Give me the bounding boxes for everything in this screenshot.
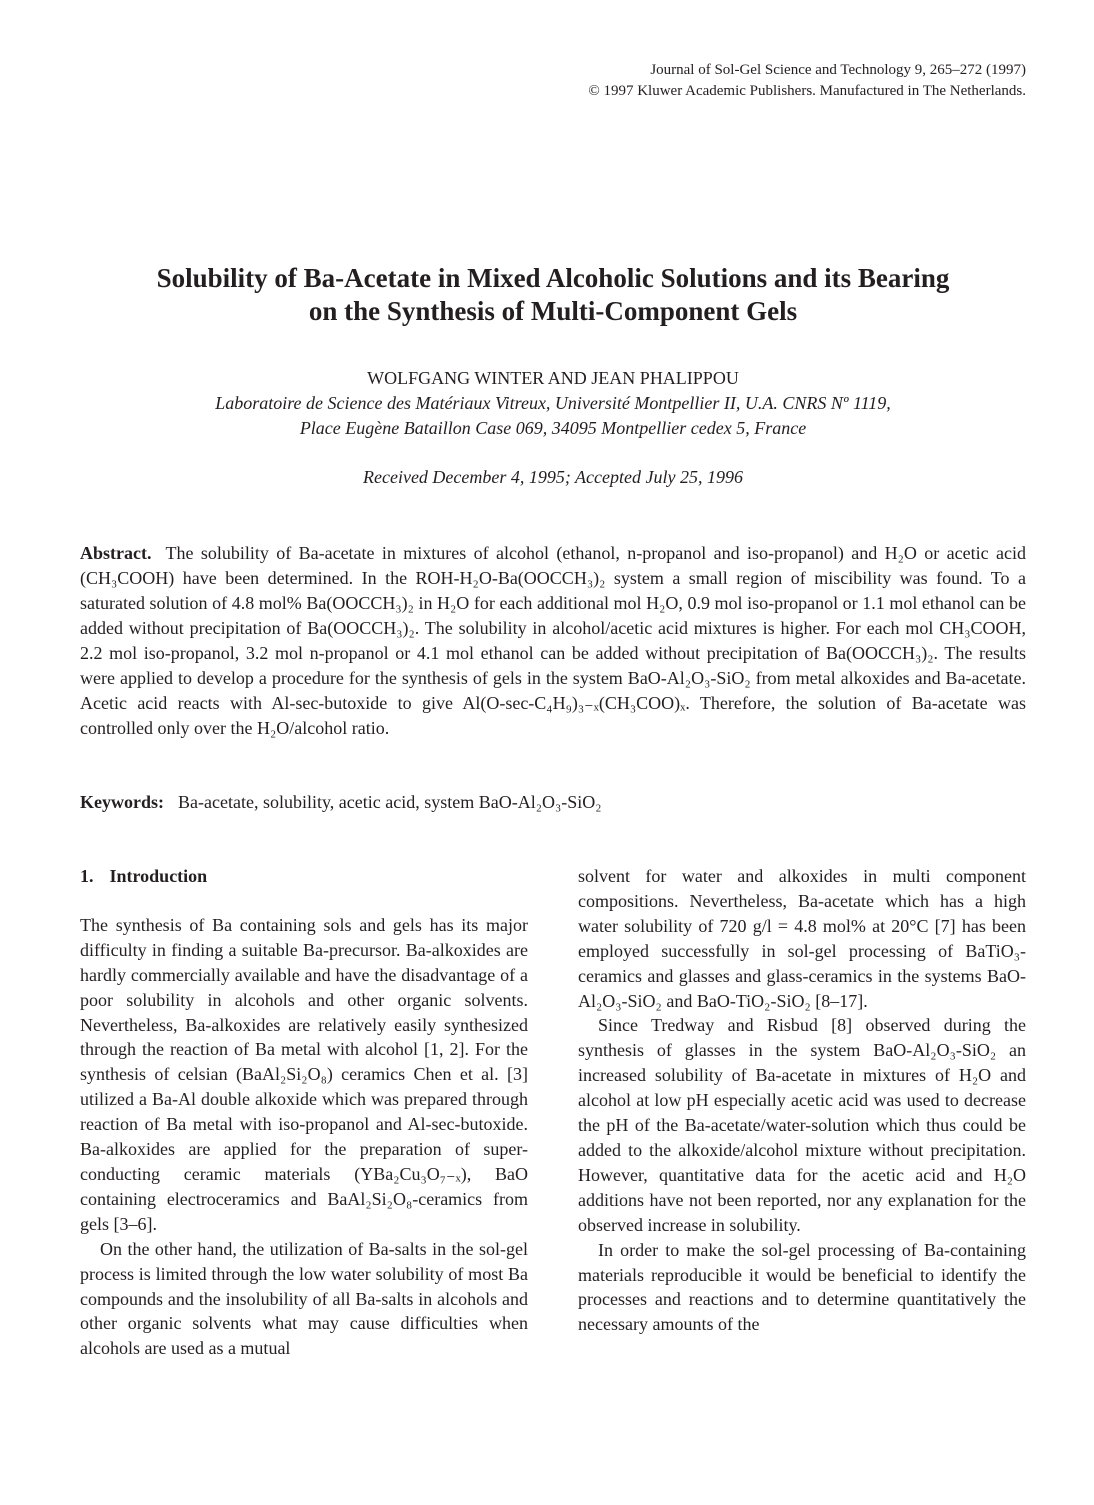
left-column [80,864,528,1361]
paper-title [80,262,1026,328]
section-title: Introduction [109,866,208,886]
intro-paragraph-3: solvent for water and alkoxides in multi component compositions. Nevertheless, Ba-acetate which has a high water solubility of 720 g/l = 4.8 mol% at 20°C [7] has been employed successfully in sol-gel processing of BaTiO₃-ceramics and glasses and glass-ceramics in the systems BaO-Al₂O₃-SiO₂ and BaO-TiO₂-SiO₂ [8–17]. [578,866,1026,1011]
affiliation [80,391,1026,441]
title-line-1: Solubility of Ba-Acetate in Mixed Alcoholic Solutions and its Bearing [156,263,950,293]
keywords [80,790,1026,814]
journal-header [588,60,1026,102]
abstract [80,541,1026,741]
intro-paragraph-5: In order to make the sol-gel processing of Ba-containing materials reproducible it would be beneficial to identify the processes and reactions and to determine quantitatively the necessary amounts of the [578,1239,1026,1335]
affiliation-line-1: Laboratoire de Science des Matériaux Vitreux, Université Montpellier II, U.A. CNRS Nº 1119, [215,393,891,413]
journal-citation: Journal of Sol-Gel Science and Technology 9, 265–272 (1997) [650,62,1026,78]
abstract-text: The solubility of Ba-acetate in mixtures of alcohol (ethanol, n-propanol and iso-propanol) and H₂O or acetic acid (CH₃COOH) have been determined. In the ROH-H₂O-Ba(OOCCH₃)₂ system a small region of miscibility was found. To a saturated solution of 4.8 mol% Ba(OOCCH₃)₂ in H₂O for each additional mol H₂O, 0.9 mol iso-propanol or 1.1 mol ethanol can be added without precipitation of Ba(OOCCH₃)₂. The solubility in alcohol/acetic acid mixtures is higher. For each mol CH₃COOH, 2.2 mol iso-propanol, 3.2 mol n-propanol or 4.1 mol ethanol can be added without precipitation of Ba(OOCCH₃)₂. The results were applied to develop a procedure for the synthesis of gels in the system BaO-Al₂O₃-SiO₂ from metal alkoxides and Ba-acetate. Acetic acid reacts with Al-sec-butoxide to give Al(O-sec-C₄H₉)₃₋ₓ(CH₃COO)ₓ. Therefore, the solution of Ba-acetate was controlled only over the H₂O/alcohol ratio. [80,543,1026,738]
intro-paragraph-2: On the other hand, the utilization of Ba-salts in the sol-gel process is limited through the low water solubility of most Ba compounds and the insolubility of all Ba-salts in alcohols and other organic solvents what may cause difficulties when alcohols are used as a mutual [80,1238,528,1359]
intro-paragraph-4: Since Tredway and Risbud [8] observed during the synthesis of glasses in the system BaO-Al₂O₃-SiO₂ an increased solubility of Ba-acetate in mixtures of H₂O and alcohol at low pH especially acetic acid was used to decrease the pH of the Ba-acetate/water-solution which thus could be added to the alkoxide/alcohol mixture without precipitation. However, quantitative data for the acetic acid and H₂O additions have not been reported, nor any explanation for the observed increase in solubility. [578,1015,1026,1235]
authors: WOLFGANG WINTER AND JEAN PHALIPPOU [367,368,739,388]
abstract-label: Abstract. [80,543,152,563]
intro-paragraph-1: The synthesis of Ba containing sols and gels has its major difficulty in finding a suitable Ba-precursor. Ba-alkoxides are hardly commercially available and have the disadvantage of a poor solubility in alcohols and other organic solvents. Nevertheless, Ba-alkoxides are relatively easily synthesized through the reaction of Ba metal with alcohol [1, 2]. For the synthesis of celsian (BaAl₂Si₂O₈) ceramics Chen et al. [3] utilized a Ba-Al double alkoxide which was prepared through reaction of Ba metal with iso-propanol and Al-sec-butoxide. Ba-alkoxides are applied for the preparation of super-conducting ceramic materials (YBa₂Cu₃O₇₋ₓ), BaO containing electroceramics and BaAl₂Si₂O₈-ceramics from gels [3–6]. [80,914,528,1234]
section-number: 1. [80,866,94,886]
received-dates: Received December 4, 1995; Accepted July 25, 1996 [362,467,743,487]
right-column [578,864,1026,1337]
title-line-2: on the Synthesis of Multi-Component Gels [308,296,798,326]
keywords-text: Ba-acetate, solubility, acetic acid, system BaO-Al₂O₃-SiO₂ [178,792,602,812]
affiliation-line-2: Place Eugène Bataillon Case 069, 34095 Montpellier cedex 5, France [299,418,807,438]
section-heading [80,864,528,889]
copyright-notice: © 1997 Kluwer Academic Publishers. Manufactured in The Netherlands. [588,83,1026,99]
keywords-label: Keywords: [80,792,164,812]
